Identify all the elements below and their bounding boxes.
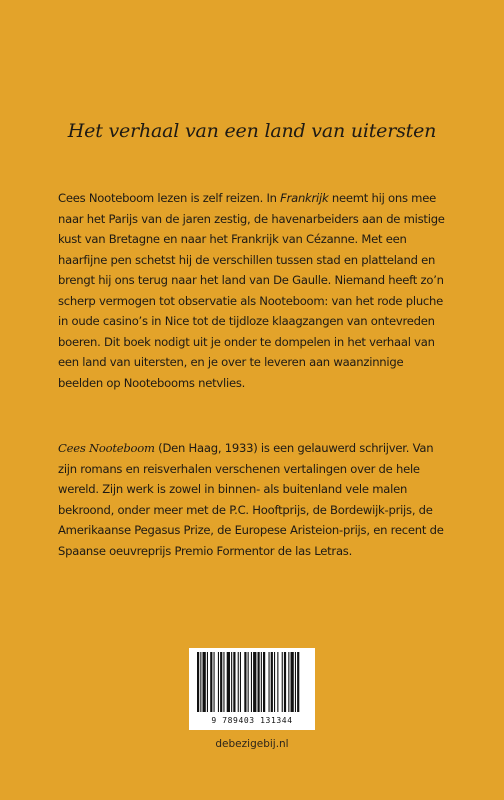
barcode-bar [220,652,222,712]
book-title: Frankrijk [280,191,329,205]
blurb-text-rest: neemt hij ons mee naar het Parijs van de jaren zestig, de havenarbeiders aan de mistige kust van Bretagne en naar het Frankrijk van Cézanne. Met een haarfijne pen schetst hij de verschillen tussen stad en platteland en brengt hij ons terug naar het land van De Gaulle. Niemand heeft zo’n scherp vermogen tot observatie als Nooteboom: van het rode pluche in oude casino’s in Nice tot de tijdloze klaagzangen van ontevreden boeren. Dit boek nodigt uit je onder te dompelen in het verhaal van een land van uitersten, en je over te leveren aan waanzinnige beelden op Nootebooms netvlies. [58,191,445,390]
barcode-bar [244,652,246,712]
barcode-bar [251,652,252,712]
barcode-bar [210,652,212,712]
barcode-bar [200,652,201,712]
barcode-bar [261,652,262,712]
barcode-bar [295,652,296,712]
barcode-bar [263,652,265,712]
barcode-bar [258,652,260,712]
barcode-bar [238,652,239,712]
author-name: Cees Nooteboom [58,441,155,455]
barcode-bar [269,652,270,712]
barcode-bar [282,652,283,712]
barcode [189,648,315,730]
publisher-website: debezigebij.nl [215,738,289,750]
blurb-text-start: Cees Nooteboom lezen is zelf reizen. In [58,191,281,205]
barcode-bar [207,652,208,712]
barcode-bar [203,652,206,712]
barcode-bar [223,652,224,712]
barcode-bar [274,652,275,712]
isbn-number: 9 789403 131344 [211,716,293,725]
barcode-bar [288,652,289,712]
barcode-bar [240,652,241,712]
barcode-bar [233,652,235,712]
barcode-bar [297,652,299,712]
barcode-bar [227,652,230,712]
barcode-bar [277,652,278,712]
barcode-bar [271,652,273,712]
barcode-bar [197,652,199,712]
barcode-bar [231,652,232,712]
barcode-bar [248,652,249,712]
tagline: Het verhaal van een land van uitersten [67,120,437,142]
bio-text: (Den Haag, 1933) is een gelauwerd schrijver. Van zijn romans en reisverhalen verschenen vertalingen over de hele wereld. Zijn werk is zowel in binnen- als buitenland vele malen bekroond, onder meer met de P.C. Hooftprijs, de Bordewijk-prijs, de Amerikaanse Pegasus Prize, de Europese Aristeion-prijs, en recent de Spaanse oeuvreprijs Premio Formentor de las Letras. [58,441,444,558]
barcode-bar [291,652,294,712]
barcode-bar [214,652,215,712]
author-bio [58,438,450,561]
barcode-bar [253,652,256,712]
barcode-bar [218,652,219,712]
blurb-paragraph [58,188,450,393]
barcode-bar [284,652,286,712]
barcode-bars [193,652,311,714]
